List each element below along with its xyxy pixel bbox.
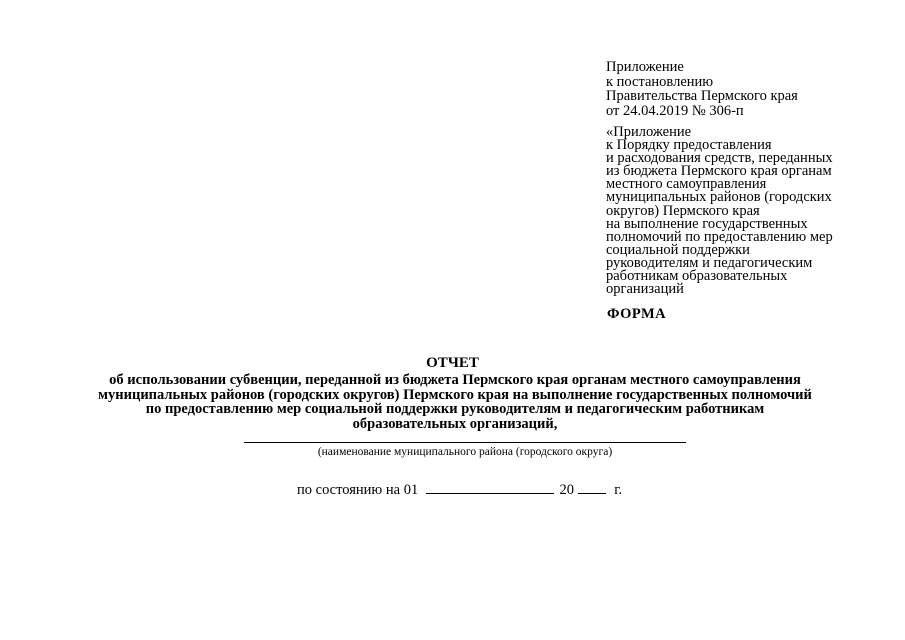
order-appendix-line: «Приложение [606, 124, 692, 140]
report-subtitle-line: образовательных организаций, [352, 415, 558, 432]
order-appendix-line: к Порядку предоставления [606, 137, 772, 154]
report-subtitle [80, 373, 830, 431]
order-appendix-line: полномочий по предоставлению мер [606, 228, 833, 245]
report-subtitle-line: по предоставлению мер социальной поддержки руководителям и педагогическим работникам [145, 401, 765, 418]
appendix-header [606, 60, 896, 118]
order-appendix-line: округов) Пермского края [606, 202, 760, 219]
order-appendix-line: и расходования средств, переданных [606, 150, 833, 167]
order-appendix-line: социальной поддержки [606, 241, 750, 258]
municipality-name-field[interactable] [244, 442, 686, 443]
report-subtitle-line: муниципальных районов (городских округов) Пермского края на выполнение государственных полномочий [98, 386, 812, 403]
report-subtitle-line: об использовании субвенции, переданной из бюджета Пермского края органам местного самоуправления [109, 372, 801, 388]
form-label: ФОРМА [607, 306, 667, 322]
year-blank-field[interactable] [578, 480, 606, 494]
order-appendix-line: на выполнение государственных [606, 215, 808, 232]
order-appendix-line: местного самоуправления [606, 176, 767, 193]
year-prefix: 20 [559, 482, 574, 498]
order-appendix-header [606, 126, 901, 296]
report-date-row [297, 480, 622, 499]
appendix-line: Правительства Пермского края [606, 88, 798, 104]
date-suffix: г. [614, 482, 623, 498]
appendix-line: к постановлению [606, 73, 714, 90]
appendix-line: Приложение [606, 59, 684, 75]
order-appendix-line: руководителям и педагогическим [606, 254, 813, 271]
order-appendix-line: организаций [606, 281, 684, 298]
order-appendix-line: муниципальных районов (городских [606, 189, 832, 206]
date-prefix: по состоянию на 01 [297, 482, 419, 498]
municipality-name-caption: (наименование муниципального района (городского округа) [317, 446, 613, 458]
order-appendix-line: работникам образовательных [606, 268, 788, 285]
order-appendix-line: из бюджета Пермского края органам [606, 163, 832, 180]
appendix-line: от 24.04.2019 № 306-п [606, 102, 744, 119]
month-blank-field[interactable] [426, 480, 554, 494]
report-title: ОТЧЕТ [426, 355, 479, 371]
